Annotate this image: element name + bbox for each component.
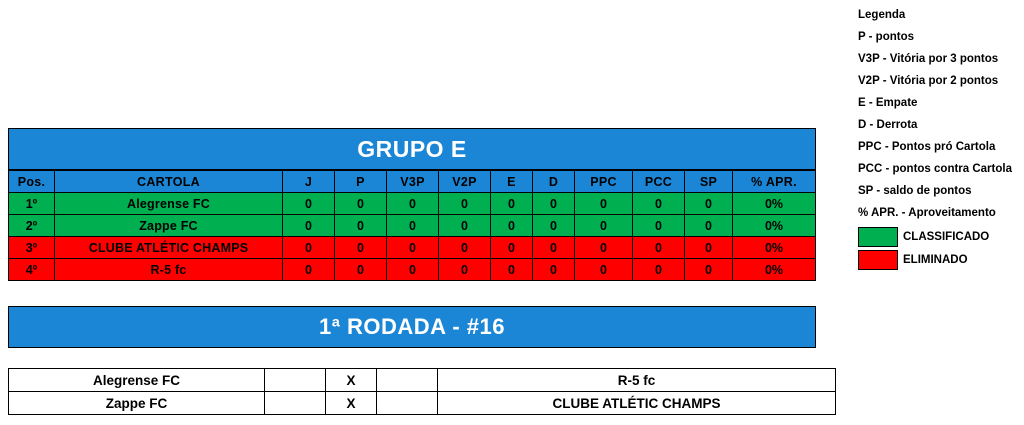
match-away-score[interactable] xyxy=(377,369,438,392)
cell-ppc: 0 xyxy=(575,193,633,215)
cell-team: R-5 fc xyxy=(55,259,283,281)
legend-item-e: E - Empate xyxy=(858,97,918,109)
cell-p: 0 xyxy=(335,193,387,215)
cell-pcc: 0 xyxy=(633,237,685,259)
legend-item-sp: SP - saldo de pontos xyxy=(858,185,972,197)
table-row xyxy=(9,392,836,415)
legend-item-d: D - Derrota xyxy=(858,119,918,131)
cell-sp: 0 xyxy=(685,193,733,215)
match-away-team: CLUBE ATLÉTIC CHAMPS xyxy=(438,392,836,415)
cell-v3p: 0 xyxy=(387,193,439,215)
match-home-score[interactable] xyxy=(265,392,326,415)
cell-ppc: 0 xyxy=(575,215,633,237)
cell-apr: 0% xyxy=(733,237,816,259)
cell-d: 0 xyxy=(533,237,575,259)
swatch-red xyxy=(858,250,898,270)
col-v2p: V2P xyxy=(439,171,491,193)
col-p: P xyxy=(335,171,387,193)
legend-item-ppc: PPC - Pontos pró Cartola xyxy=(858,141,996,153)
cell-e: 0 xyxy=(491,215,533,237)
matches-table xyxy=(8,368,836,415)
cell-apr: 0% xyxy=(733,259,816,281)
cell-team: Zappe FC xyxy=(55,215,283,237)
cell-v3p: 0 xyxy=(387,259,439,281)
cell-v3p: 0 xyxy=(387,237,439,259)
col-cartola: CARTOLA xyxy=(55,171,283,193)
col-e: E xyxy=(491,171,533,193)
cell-sp: 0 xyxy=(685,237,733,259)
legend-swatch-label-eliminado: ELIMINADO xyxy=(903,253,968,266)
standings-header-row xyxy=(9,171,816,193)
cell-v2p: 0 xyxy=(439,259,491,281)
cell-v2p: 0 xyxy=(439,193,491,215)
cell-d: 0 xyxy=(533,215,575,237)
match-home-score[interactable] xyxy=(265,369,326,392)
cell-team: Alegrense FC xyxy=(55,193,283,215)
legend-swatch-eliminado xyxy=(858,249,1018,270)
match-home-team: Zappe FC xyxy=(9,392,265,415)
cell-ppc: 0 xyxy=(575,259,633,281)
cell-p: 0 xyxy=(335,237,387,259)
cell-pos: 2º xyxy=(9,215,55,237)
cell-pcc: 0 xyxy=(633,193,685,215)
cell-e: 0 xyxy=(491,237,533,259)
cell-sp: 0 xyxy=(685,215,733,237)
col-apr: % APR. xyxy=(733,171,816,193)
cell-pos: 3º xyxy=(9,237,55,259)
cell-d: 0 xyxy=(533,193,575,215)
legend-item-apr: % APR. - Aproveitamento xyxy=(858,207,996,219)
cell-sp: 0 xyxy=(685,259,733,281)
cell-e: 0 xyxy=(491,259,533,281)
cell-v2p: 0 xyxy=(439,237,491,259)
cell-j: 0 xyxy=(283,259,335,281)
match-separator: X xyxy=(326,392,377,415)
table-row xyxy=(9,193,816,215)
swatch-green xyxy=(858,227,898,247)
cell-apr: 0% xyxy=(733,193,816,215)
col-j: J xyxy=(283,171,335,193)
cell-v3p: 0 xyxy=(387,215,439,237)
cell-pcc: 0 xyxy=(633,259,685,281)
cell-p: 0 xyxy=(335,215,387,237)
cell-apr: 0% xyxy=(733,215,816,237)
legend-swatch-label-classificado: CLASSIFICADO xyxy=(903,230,990,243)
cell-j: 0 xyxy=(283,193,335,215)
matches-block xyxy=(8,368,836,415)
cell-pos: 1º xyxy=(9,193,55,215)
legend-title: Legenda xyxy=(858,9,906,21)
match-away-team: R-5 fc xyxy=(438,369,836,392)
cell-j: 0 xyxy=(283,237,335,259)
col-v3p: V3P xyxy=(387,171,439,193)
cell-p: 0 xyxy=(335,259,387,281)
col-ppc: PPC xyxy=(575,171,633,193)
table-row xyxy=(9,215,816,237)
legend-item-v3p: V3P - Vitória por 3 pontos xyxy=(858,53,999,65)
cell-e: 0 xyxy=(491,193,533,215)
table-row xyxy=(9,369,836,392)
cell-v2p: 0 xyxy=(439,215,491,237)
match-away-score[interactable] xyxy=(377,392,438,415)
legend-item-p: P - pontos xyxy=(858,31,915,43)
cell-j: 0 xyxy=(283,215,335,237)
legend-panel xyxy=(858,4,1018,270)
cell-pos: 4º xyxy=(9,259,55,281)
col-sp: SP xyxy=(685,171,733,193)
table-row xyxy=(9,259,816,281)
group-standings-block xyxy=(8,128,816,281)
cell-pcc: 0 xyxy=(633,215,685,237)
match-home-team: Alegrense FC xyxy=(9,369,265,392)
round-title: 1ª RODADA - #16 xyxy=(8,306,816,348)
group-title: GRUPO E xyxy=(8,128,816,170)
cell-ppc: 0 xyxy=(575,237,633,259)
col-pcc: PCC xyxy=(633,171,685,193)
col-d: D xyxy=(533,171,575,193)
col-pos: Pos. xyxy=(9,171,55,193)
legend-item-v2p: V2P - Vitória por 2 pontos xyxy=(858,75,999,87)
standings-table xyxy=(8,170,816,281)
legend-swatch-classificado xyxy=(858,226,1018,247)
table-row xyxy=(9,237,816,259)
legend-item-pcc: PCC - pontos contra Cartola xyxy=(858,163,1012,175)
cell-d: 0 xyxy=(533,259,575,281)
cell-team: CLUBE ATLÉTIC CHAMPS xyxy=(55,237,283,259)
match-separator: X xyxy=(326,369,377,392)
